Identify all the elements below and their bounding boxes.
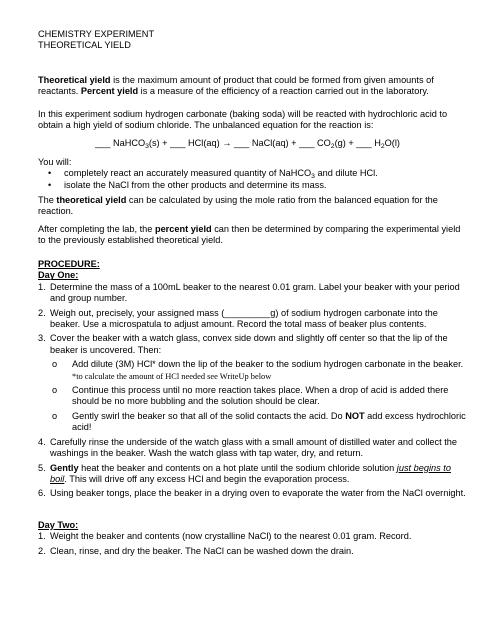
step-number: 6.	[38, 488, 46, 499]
coef-blank-2: ___	[170, 138, 186, 148]
hollow-bullet-icon: o	[52, 359, 58, 370]
step-text: Carefully rinse the underside of the watch glass with a small amount of distilled water and collect the washings in the beaker. Wash the watch glass with tap water, dry, and return.	[50, 436, 458, 459]
percent-yield-definition: is a measure of the efficiency of a reaction carried out in the laboratory.	[138, 86, 429, 97]
step-6	[38, 488, 470, 499]
step-number: 1.	[38, 531, 46, 542]
substep-c	[0, 411, 470, 434]
step-number: 1.	[38, 281, 46, 292]
text-run: Add dilute (3M) HCl* down the lip of the beaker to the sodium hydrogen carbonate in the beaker.	[72, 359, 464, 370]
gently-emphasis: Gently	[50, 462, 79, 473]
state-label: (s)	[148, 138, 160, 148]
substep-a	[0, 359, 470, 382]
state-label: (g)	[334, 138, 346, 148]
coef-blank-4: ___	[299, 138, 315, 148]
hollow-bullet-icon: o	[52, 410, 58, 421]
procedure-section	[38, 259, 470, 557]
step-number: 2.	[38, 545, 46, 556]
product-co2: CO	[314, 138, 331, 148]
text-run: . This will drive off any excess HCl and begin the evaporation process.	[64, 473, 350, 484]
percent-yield-paragraph	[38, 224, 470, 247]
theoretical-yield-term-2: theoretical yield	[56, 195, 127, 205]
substep-text: Continue this process until no more reaction takes place. When a drop of acid is added there should be no more bubbling and the solution should be clear.	[72, 385, 449, 407]
day2-step-2	[38, 546, 470, 557]
step-number: 5.	[38, 462, 46, 473]
step-text: Using beaker tongs, place the beaker in a drying oven to evaporate the water from the NaCl overnight.	[50, 488, 466, 499]
oxygen-symbol: O	[384, 138, 392, 148]
you-will-section	[38, 157, 470, 191]
coef-blank-3: ___	[233, 138, 250, 148]
step-3	[38, 333, 470, 356]
not-emphasis: NOT	[345, 410, 365, 421]
experiment-paragraph	[38, 109, 470, 132]
plus-sign: +	[345, 138, 357, 148]
text-run: After completing the lab, the	[38, 224, 155, 234]
day2-step-1	[38, 531, 470, 542]
reaction-arrow: →	[219, 138, 234, 148]
subscript: 3	[145, 143, 149, 150]
text-run: heat the beaker and contents on a hot plate until the sodium chloride solution	[78, 462, 397, 473]
step-number: 2.	[38, 307, 46, 318]
step-5	[38, 463, 470, 486]
step-text: Clean, rinse, and dry the beaker. The NaCl can be washed down the drain.	[50, 545, 354, 556]
text-run: Gently swirl the beaker so that all of the solid contacts the acid. Do	[72, 410, 346, 421]
coef-blank-5: ___	[356, 138, 372, 148]
percent-yield-term-2: percent yield	[154, 224, 212, 234]
header-line-1: CHEMISTRY EXPERIMENT	[38, 29, 155, 39]
step-text: Cover the beaker with a watch glass, convex side down and slightly off center so that the lip of the beaker is uncovered. Then:	[50, 333, 448, 355]
plus-sign: +	[159, 138, 171, 148]
step-4	[38, 437, 470, 460]
you-will-item-1: • completely react an accurately measured quantity of NaHCO$_3$ and dilute HCl.	[38, 168, 470, 179]
day-two-heading: Day Two:	[38, 519, 79, 530]
just-begins-to-boil: just begins to boil	[50, 462, 451, 484]
header-line-2: THEORETICAL YIELD	[38, 40, 131, 51]
text-run: can then be determined by comparing the experimental yield to the previously established theoretical yield.	[38, 224, 461, 246]
product-h2o: H	[371, 138, 381, 148]
you-will-label: You will:	[38, 157, 72, 167]
text-run: add excess hydrochloric acid!	[72, 410, 466, 433]
subscript: 2	[330, 143, 335, 150]
reactant-hcl: HCl	[185, 138, 204, 148]
step-text: Determine the mass of a 100mL beaker to the nearest 0.01 gram. Label your beaker with your period and group number.	[50, 281, 460, 304]
text-run: can be calculated by using the mole ratio from the balanced equation for the reaction.	[38, 195, 438, 217]
experiment-text: In this experiment sodium hydrogen carbonate (baking soda) will be reacted with hydrochloric acid to obtain a high yield of sodium chloride. The unbalanced equation for the reaction is:	[38, 109, 448, 131]
step-text: Weight the beaker and contents (now crystalline NaCl) to the nearest 0.01 gram. Record.	[50, 531, 412, 542]
state-label: (l)	[391, 138, 400, 148]
procedure-title: PROCEDURE:	[38, 259, 100, 269]
plus-sign: +	[288, 138, 300, 148]
writeup-note: *to calculate the amount of HCl needed see WriteUp below	[72, 371, 272, 381]
coef-blank-1: ___	[95, 138, 111, 148]
step-text: Weigh out, precisely, your assigned mass (_________g) of sodium hydrogen carbonate into the beaker. Use a microspatula to adjust amount. Record the total mass of beaker plus contents.	[50, 307, 438, 330]
text-run: The	[38, 195, 57, 205]
theoretical-yield-term: Theoretical yield	[38, 75, 111, 85]
step-number: 4.	[38, 436, 46, 447]
step-1	[38, 282, 470, 305]
theoretical-yield-paragraph	[38, 195, 470, 218]
step-number: 3.	[38, 333, 46, 344]
reaction-equation	[0, 138, 495, 149]
document-header	[38, 29, 470, 52]
substep-b	[0, 385, 470, 408]
reactant-nahco3: NaHCO	[110, 138, 146, 148]
hollow-bullet-icon: o	[52, 385, 58, 396]
product-nacl: NaCl	[249, 138, 273, 148]
state-label: (aq)	[203, 138, 220, 148]
subscript: 2	[380, 143, 385, 150]
theoretical-yield-definition: is the maximum amount of product that could be formed from given amounts of reactants.	[38, 75, 434, 97]
step-2	[38, 308, 470, 331]
percent-yield-term: Percent yield	[80, 86, 139, 97]
day-one-heading: Day One:	[38, 270, 79, 281]
state-label: (aq)	[272, 138, 289, 148]
intro-paragraph	[38, 75, 470, 98]
you-will-item-2: • isolate the NaCl from the other products and determine its mass.	[38, 180, 470, 191]
